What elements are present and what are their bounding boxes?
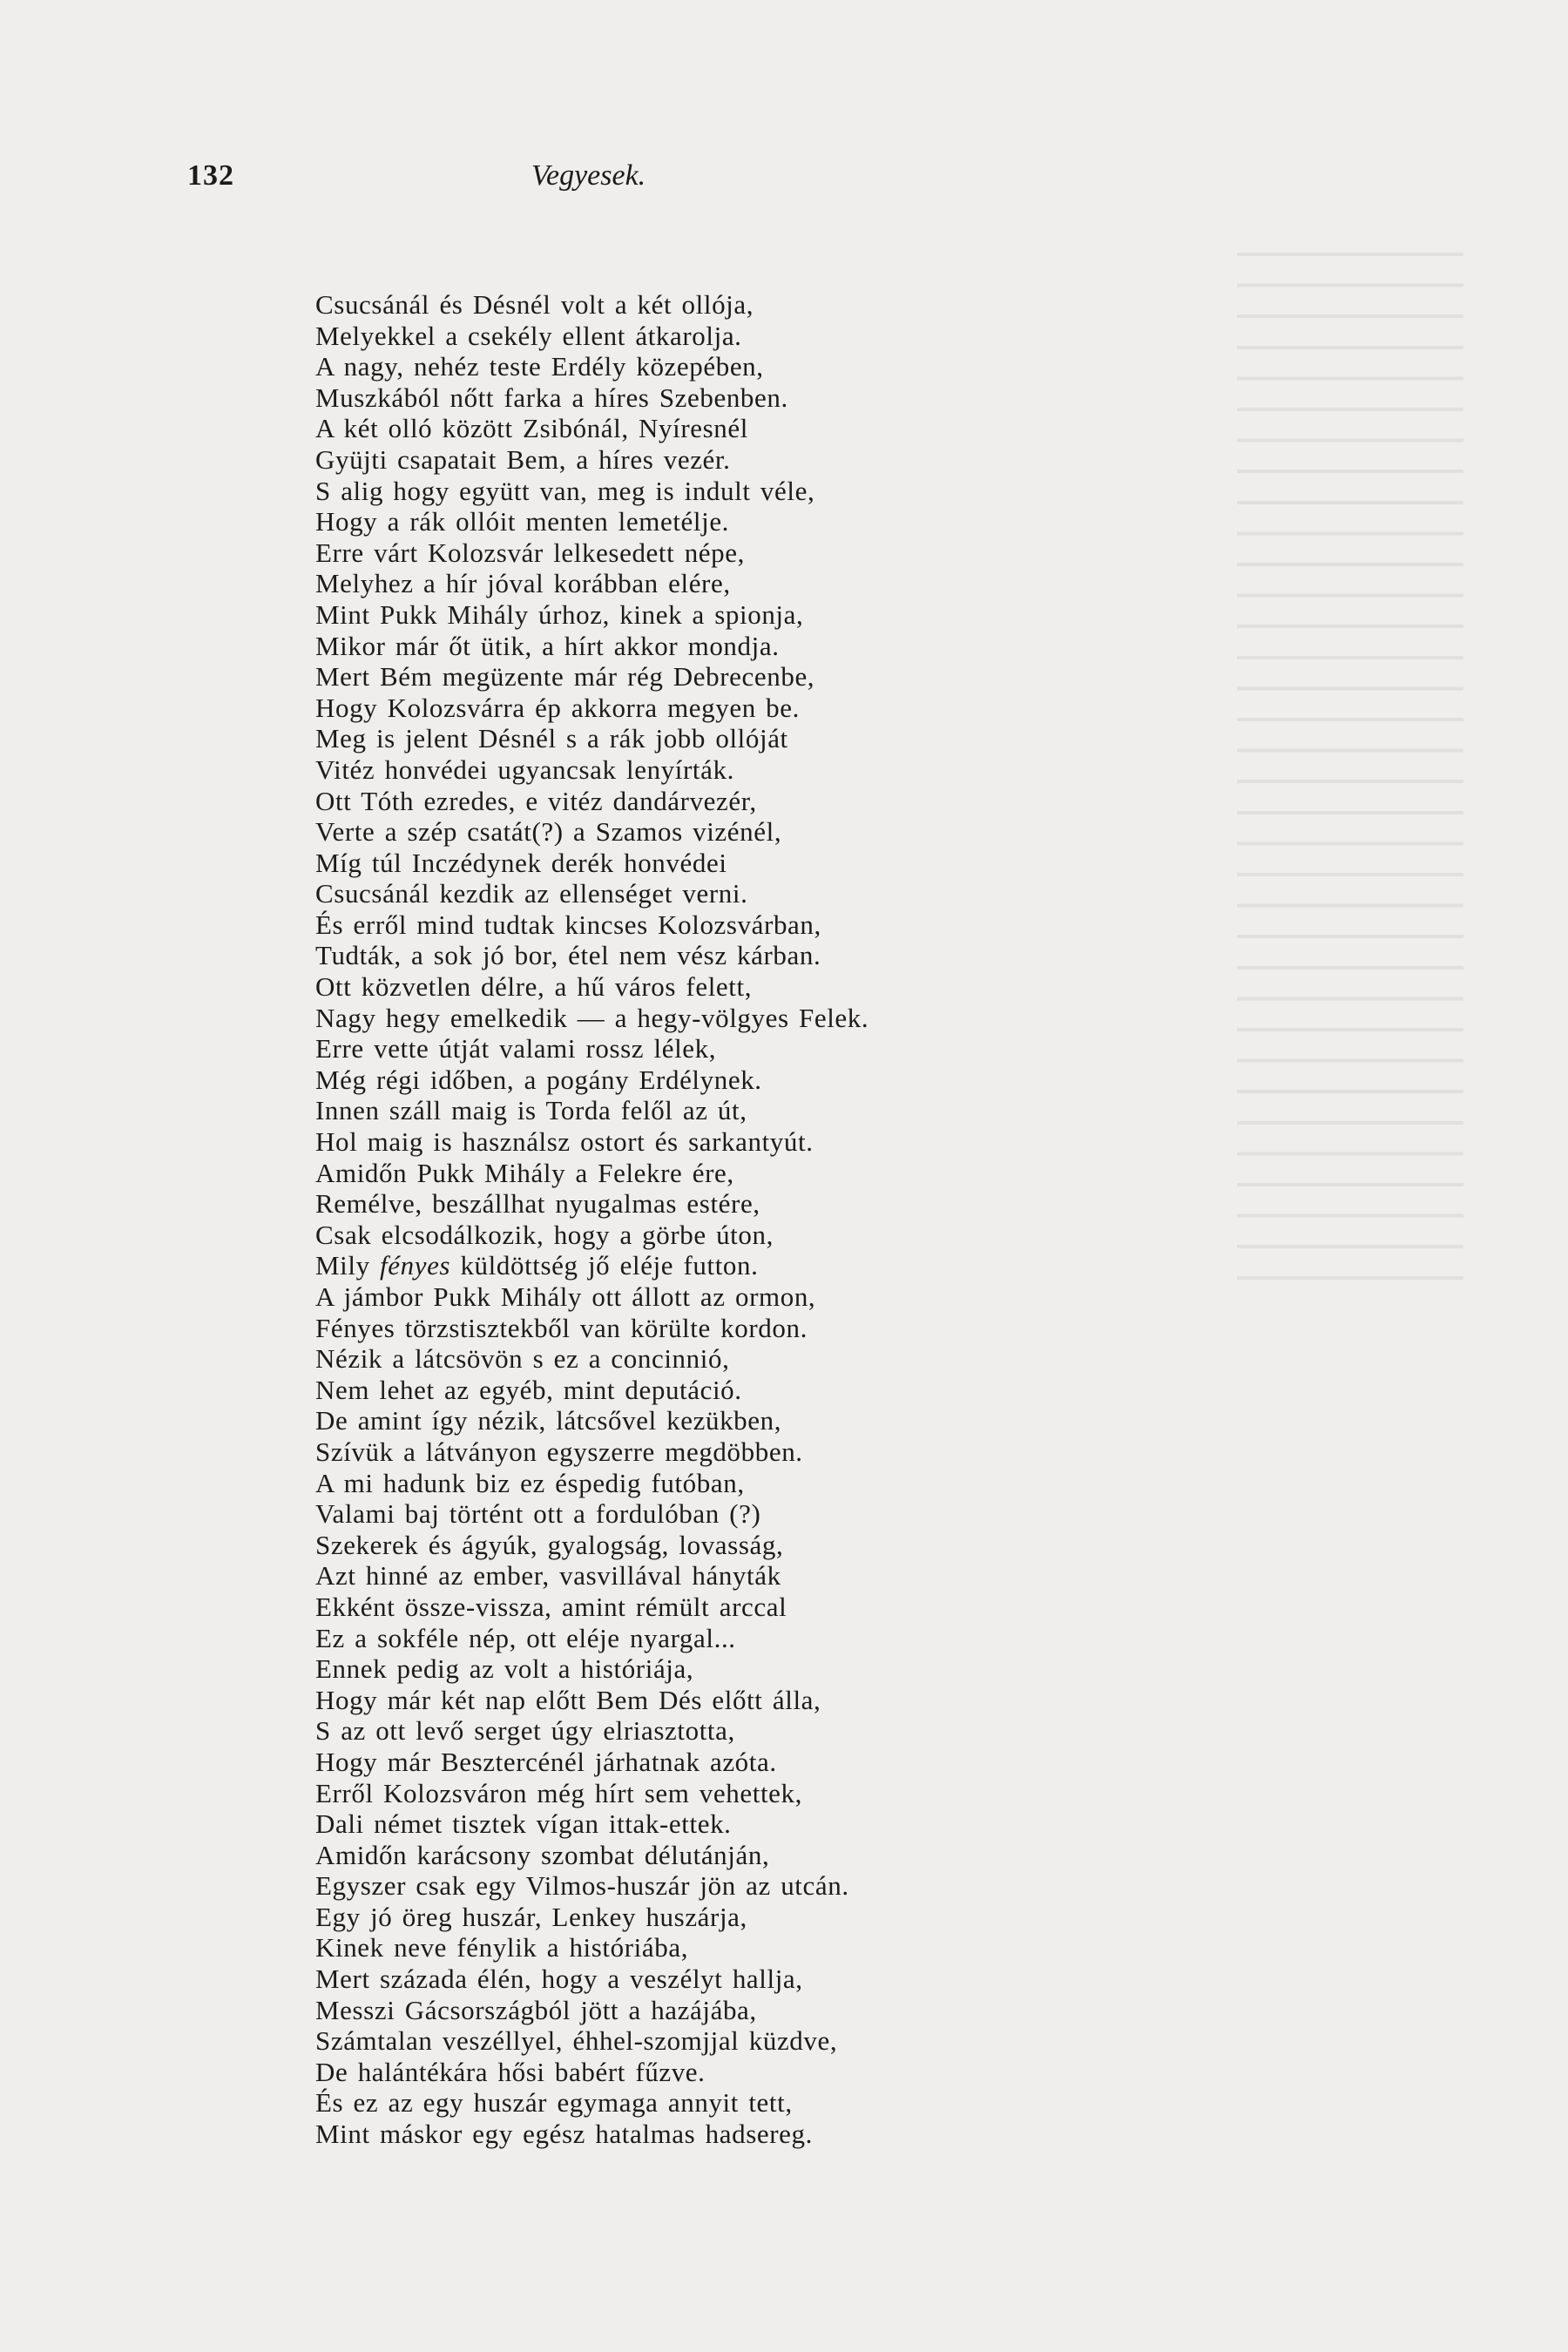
- poem-line: Ez a sokféle nép, ott eléje nyargal...: [315, 1622, 736, 1653]
- poem-line: Szívük a látványon egyszerre megdöbben.: [315, 1436, 803, 1467]
- poem-line: És erről mind tudtak kincses Kolozsvárban,: [315, 909, 821, 940]
- poem-line: Csak elcsodálkozik, hogy a görbe úton,: [315, 1219, 774, 1250]
- poem-line: Vitéz honvédei ugyancsak lenyírták.: [315, 754, 734, 785]
- page-number: 132: [187, 159, 234, 192]
- poem-line-start: Mily: [315, 1250, 381, 1281]
- poem-line: Hogy már Besztercénél járhatnak azóta.: [315, 1746, 777, 1777]
- poem-line: A két olló között Zsibónál, Nyíresnél: [315, 413, 748, 444]
- poem-line: Egy jó öreg huszár, Lenkey huszárja,: [315, 1901, 747, 1932]
- poem-line: Hogy a rák ollóit menten lemetélje.: [315, 506, 730, 537]
- poem-line: Hol maig is használsz ostort és sarkantyút.: [315, 1126, 814, 1158]
- poem-line: Nagy hegy emelkedik — a hegy-völgyes Felek.: [315, 1002, 869, 1033]
- poem-line: Hogy Kolozsvárra ép akkorra megyen be.: [315, 692, 800, 723]
- poem-line: Dali német tisztek vígan ittak-ettek.: [315, 1808, 732, 1840]
- poem-line: De halántékára hősi babért fűzve.: [315, 2056, 706, 2087]
- poem-line: Fényes törzstisztekből van körülte kordon.: [315, 1312, 808, 1343]
- poem-line: Ekként össze-vissza, amint rémült arccal: [315, 1591, 787, 1622]
- page-header: [187, 159, 1276, 212]
- poem-line: Melyekkel a csekély ellent átkarolja.: [315, 320, 742, 351]
- poem-line: Kinek neve fénylik a históriába,: [315, 1932, 689, 1963]
- poem-line: Nézik a látcsövön s ez a concinnió,: [315, 1343, 730, 1375]
- poem-line: Szekerek és ágyúk, gyalogság, lovasság,: [315, 1529, 784, 1560]
- poem-line: Erre vette útját valami rossz lélek,: [315, 1033, 717, 1064]
- poem-line: Melyhez a hír jóval korábban elére,: [315, 568, 731, 599]
- poem-line: Csucsánál kezdik az ellenséget verni.: [315, 878, 748, 909]
- running-head: Vegyesek.: [531, 159, 646, 192]
- poem-line: Muszkából nőtt farka a híres Szebenben.: [315, 382, 788, 413]
- poem-text: [315, 289, 1361, 2150]
- poem-line-end: küldöttség jő eléje futton.: [450, 1250, 759, 1281]
- poem-line: Mikor már őt ütik, a hírt akkor mondja.: [315, 630, 780, 661]
- poem-line: Azt hinné az ember, vasvillával hányták: [315, 1560, 781, 1592]
- poem-line: Erre várt Kolozsvár lelkesedett népe,: [315, 537, 745, 568]
- poem-line: Erről Kolozsváron még hírt sem vehettek,: [315, 1777, 802, 1808]
- poem-line: Számtalan veszéllyel, éhhel-szomjjal küzdve,: [315, 2025, 838, 2057]
- poem-line: S alig hogy együtt van, meg is indult véle,: [315, 475, 815, 506]
- poem-line: Meg is jelent Désnél s a rák jobb ollóját: [315, 723, 788, 754]
- poem-line: Amidőn karácsony szombat délutánján,: [315, 1839, 770, 1870]
- poem-line: Még régi időben, a pogány Erdélynek.: [315, 1064, 762, 1095]
- poem-line: Ennek pedig az volt a históriája,: [315, 1653, 694, 1685]
- poem-line: Hogy már két nap előtt Bem Dés előtt álla,: [315, 1684, 821, 1715]
- poem-line: A jámbor Pukk Mihály ott állott az ormon,: [315, 1281, 816, 1312]
- poem-line: Gyüjti csapatait Bem, a híres vezér.: [315, 443, 731, 475]
- poem-line: Csucsánál és Désnél volt a két ollója,: [315, 289, 754, 320]
- poem-line: A mi hadunk biz ez éspedig futóban,: [315, 1467, 745, 1498]
- poem-line: S az ott levő serget úgy elriasztotta,: [315, 1715, 735, 1747]
- poem-line: És ez az egy huszár egymaga annyit tett,: [315, 2087, 793, 2119]
- poem-line: Nem lehet az egyéb, mint deputáció.: [315, 1374, 742, 1405]
- poem-line: Mert Bém megüzente már rég Debrecenbe,: [315, 661, 815, 693]
- poem-line: A nagy, nehéz teste Erdély közepében,: [315, 351, 764, 382]
- poem-line: Mert százada élén, hogy a veszélyt hallja,: [315, 1963, 803, 1995]
- emphasized-word: fényes: [380, 1250, 451, 1281]
- poem-line: Tudták, a sok jó bor, étel nem vész kárban.: [315, 940, 821, 971]
- poem-line: Míg túl Inczédynek derék honvédei: [315, 847, 727, 878]
- poem-line: [315, 1250, 1361, 1281]
- poem-line: Mint Pukk Mihály úrhoz, kinek a spionja,: [315, 598, 804, 630]
- poem-line: Egyszer csak egy Vilmos-huszár jön az utcán.: [315, 1870, 849, 1902]
- poem-line: De amint így nézik, látcsővel kezükben,: [315, 1405, 782, 1436]
- poem-line: Innen száll maig is Torda felől az út,: [315, 1095, 747, 1126]
- poem-line: Mint máskor egy egész hatalmas hadsereg.: [315, 2119, 813, 2150]
- poem-line: Verte a szép csatát(?) a Szamos vizénél,: [315, 816, 782, 848]
- poem-line: Ott Tóth ezredes, e vitéz dandárvezér,: [315, 785, 757, 816]
- poem-line: Remélve, beszállhat nyugalmas estére,: [315, 1188, 760, 1220]
- poem-line: Messzi Gácsországból jött a hazájába,: [315, 1994, 757, 2025]
- poem-line: Ott közvetlen délre, a hű város felett,: [315, 971, 753, 1003]
- poem-line: Valami baj történt ott a fordulóban (?): [315, 1498, 761, 1530]
- poem-line: Amidőn Pukk Mihály a Felekre ére,: [315, 1157, 734, 1188]
